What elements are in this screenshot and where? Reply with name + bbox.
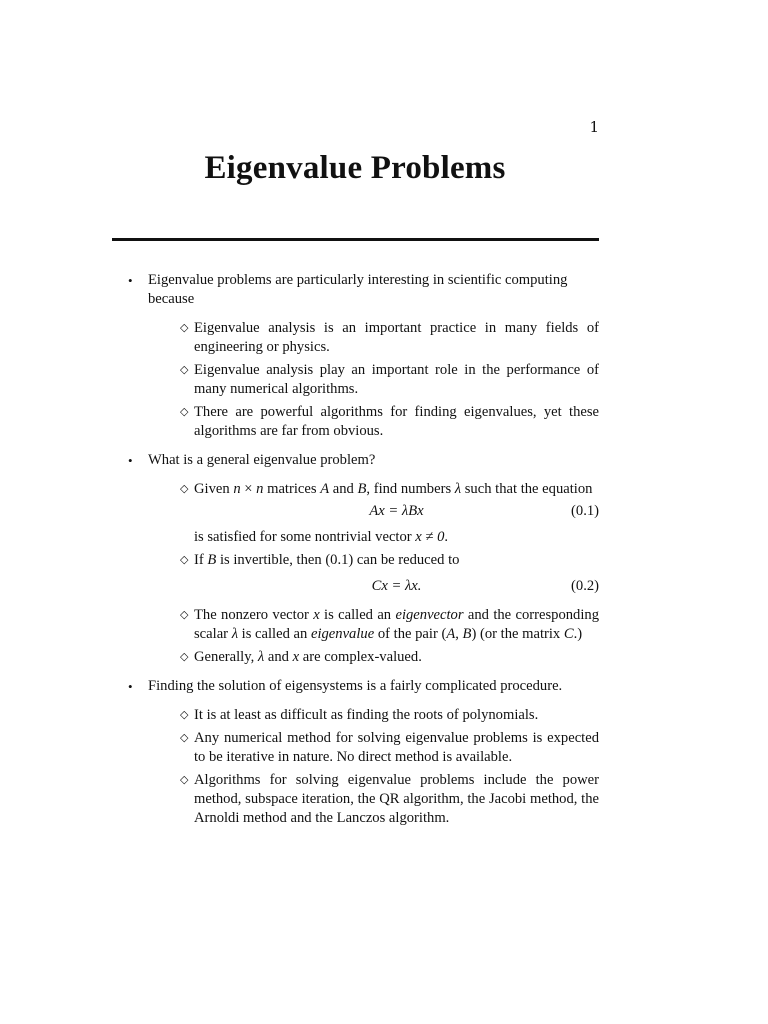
text-run: ) (or the matrix xyxy=(471,626,564,642)
text-run: Given xyxy=(194,481,234,497)
text-run: , find numbers xyxy=(366,481,455,497)
math-symbol: n xyxy=(256,481,264,497)
text-run: and xyxy=(264,649,293,665)
sub-item xyxy=(180,771,599,828)
emphasis: eigenvalue xyxy=(310,626,375,642)
math-symbol: n xyxy=(233,481,241,497)
text-run: The nonzero vector xyxy=(194,607,314,623)
text-run: and xyxy=(329,481,358,497)
text-run: is called an xyxy=(319,607,396,623)
sub-item-text xyxy=(194,607,599,642)
sub-item-text: Eigenvalue analysis play an important role in the performance of many numerical algorithms. xyxy=(194,362,599,397)
diamond-icon: ◇ xyxy=(180,483,189,495)
sub-list xyxy=(128,319,599,441)
equation-body: Cx = λx. xyxy=(371,578,422,594)
math-symbol: x xyxy=(292,649,300,665)
text-run: is satisfied for some nontrivial vector xyxy=(194,529,416,545)
text-run: . xyxy=(444,529,449,545)
bullet-icon: • xyxy=(128,453,133,468)
math-symbol: A xyxy=(320,481,330,497)
diamond-icon: ◇ xyxy=(180,364,189,376)
diamond-icon: ◇ xyxy=(180,709,189,721)
text-run: .) xyxy=(573,626,583,642)
sub-item-continuation xyxy=(194,528,599,547)
diamond-icon: ◇ xyxy=(180,406,189,418)
sub-item xyxy=(180,606,599,644)
text-run: are complex-valued. xyxy=(299,649,422,665)
sub-item xyxy=(180,319,599,357)
text-run: is called an xyxy=(238,626,311,642)
bullet-icon: • xyxy=(128,273,133,288)
title-rule xyxy=(112,238,599,241)
sub-list xyxy=(128,706,599,828)
sub-item xyxy=(180,361,599,399)
diamond-icon: ◇ xyxy=(180,322,189,334)
sub-item xyxy=(180,706,599,725)
text-run: Generally, xyxy=(194,649,258,665)
math-symbol: λ xyxy=(257,649,265,665)
text-run: and the corresponding scalar xyxy=(194,607,599,642)
math-symbol: C xyxy=(563,626,574,642)
sub-item xyxy=(180,551,599,600)
diamond-icon: ◇ xyxy=(180,651,189,663)
math-symbol: B xyxy=(207,552,217,568)
bullet-icon: • xyxy=(128,679,133,694)
equation xyxy=(194,576,599,600)
sub-item-text: It is at least as difficult as finding the roots of polynomials. xyxy=(194,707,539,723)
sub-item xyxy=(180,729,599,767)
equation xyxy=(194,501,599,525)
math-symbol: λ xyxy=(231,626,239,642)
math-symbol: B xyxy=(357,481,367,497)
sub-list xyxy=(128,480,599,667)
page-number: 1 xyxy=(589,118,599,136)
bullet-item xyxy=(128,271,599,441)
equation-body: Ax = λBx xyxy=(369,503,424,519)
text-run: matrices xyxy=(263,481,321,497)
bullet-text: What is a general eigenvalue problem? xyxy=(148,452,376,468)
math-symbol: λ xyxy=(454,481,462,497)
text-run: such that the equation xyxy=(461,481,593,497)
math-symbol: A xyxy=(446,626,456,642)
sub-item-text: Algorithms for solving eigenvalue problems include the power method, subspace iteration, the QR algorithm, the Jacobi method, the Arnoldi method and the Lanczos algorithm. xyxy=(194,772,599,826)
equation-number: (0.2) xyxy=(571,578,599,594)
text-run: of the pair ( xyxy=(374,626,447,642)
sub-item-text xyxy=(194,552,459,568)
text-run: is invertible, then (0.1) can be reduced to xyxy=(216,552,460,568)
sub-item-text xyxy=(194,481,592,497)
sub-item xyxy=(180,403,599,441)
bullet-text: Eigenvalue problems are particularly interesting in scientific computing because xyxy=(148,272,568,307)
diamond-icon: ◇ xyxy=(180,609,189,621)
bullet-item xyxy=(128,451,599,667)
sub-item xyxy=(180,648,599,667)
diamond-icon: ◇ xyxy=(180,732,189,744)
page-title: Eigenvalue Problems xyxy=(204,150,506,186)
equation-number: (0.1) xyxy=(571,503,599,519)
math-symbol: x xyxy=(313,607,320,623)
sub-item-text: Eigenvalue analysis is an important practice in many fields of engineering or physics. xyxy=(194,320,599,355)
sub-item xyxy=(180,480,599,547)
sub-item-text: Any numerical method for solving eigenvalue problems is expected to be iterative in nature. No direct method is available. xyxy=(194,730,599,765)
content xyxy=(128,271,599,828)
emphasis: eigenvector xyxy=(395,607,464,623)
text-run: × xyxy=(240,481,257,497)
text-run: If xyxy=(194,552,208,568)
bullet-item xyxy=(128,677,599,828)
bullet-text: Finding the solution of eigensystems is a fairly complicated procedure. xyxy=(148,678,563,694)
text-run: , xyxy=(455,626,463,642)
diamond-icon: ◇ xyxy=(180,554,189,566)
sub-item-text xyxy=(194,649,422,665)
math-expression: x ≠ 0 xyxy=(415,529,445,545)
sub-item-text: There are powerful algorithms for finding eigenvalues, yet these algorithms are far from obvious. xyxy=(194,404,599,439)
diamond-icon: ◇ xyxy=(180,774,189,786)
math-symbol: B xyxy=(462,626,472,642)
